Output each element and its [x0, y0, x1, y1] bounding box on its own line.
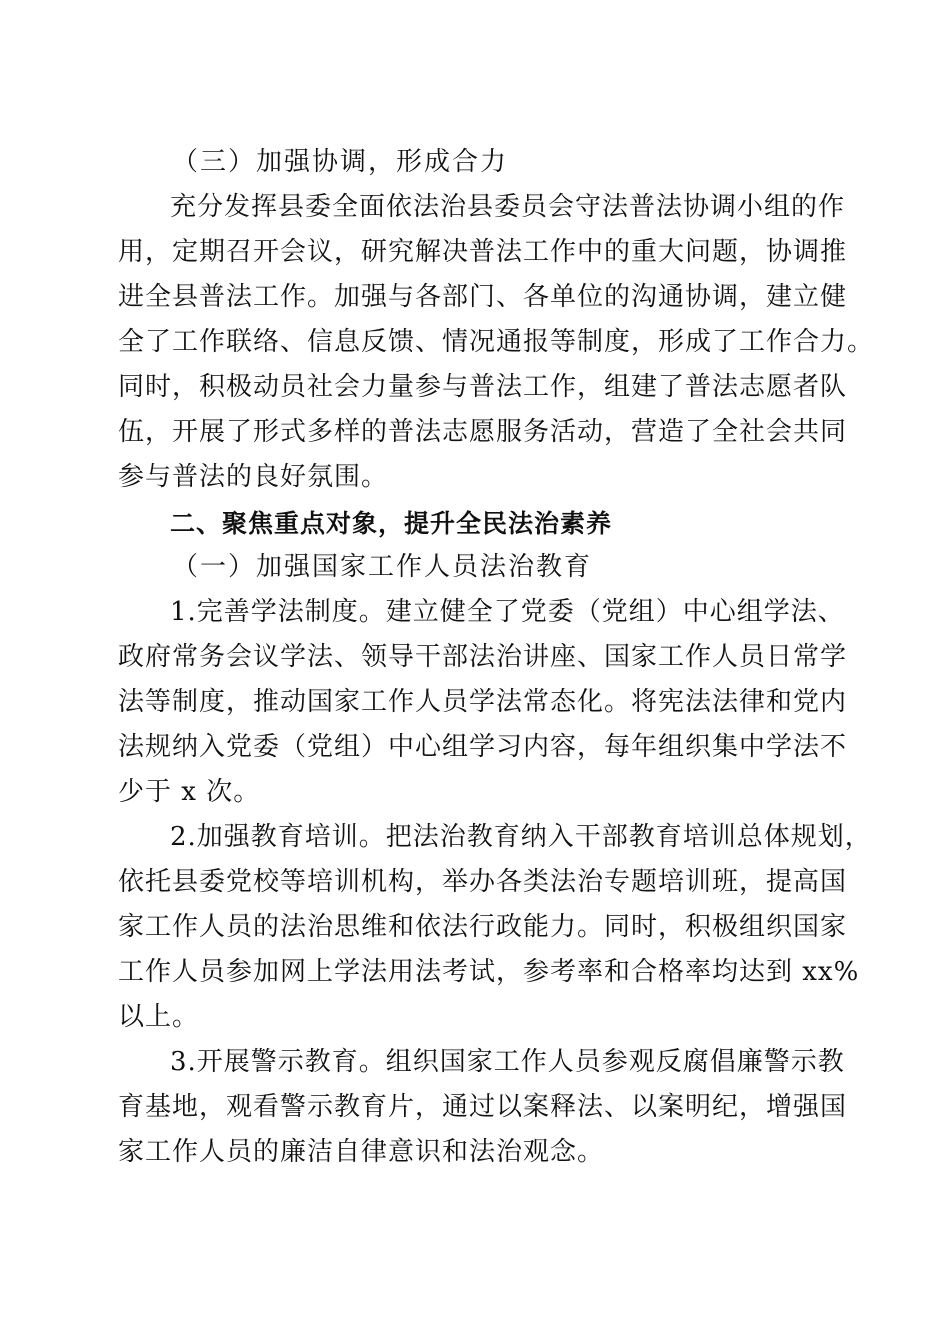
paragraph-line: 参与普法的良好氛围。	[118, 462, 389, 492]
subsection-one-heading: （一）加强国家工作人员法治教育	[172, 552, 593, 582]
paragraph-line: 法规纳入党委（党组）中心组学习内容，每年组织集中学法不	[118, 732, 848, 762]
paragraph-line: 政府常务会议学法、领导干部法治讲座、国家工作人员日常学	[118, 642, 848, 672]
part-two-heading: 二、聚焦重点对象，提升全民法治素养	[170, 509, 613, 538]
section-three-heading: （三）加强协调，形成合力	[172, 147, 509, 177]
paragraph-line: 工作人员参加网上学法用法考试，参考率和合格率均达到 xx%	[118, 957, 860, 987]
paragraph-line: 伍，开展了形式多样的普法志愿服务活动，营造了全社会共同	[118, 417, 848, 447]
paragraph-line: 充分发挥县委全面依法治县委员会守法普法协调小组的作	[170, 192, 846, 222]
paragraph-line: 家工作人员的廉洁自律意识和法治观念。	[118, 1137, 605, 1167]
paragraph-line: 2.加强教育培训。把法治教育纳入干部教育培训总体规划，	[170, 822, 872, 852]
paragraph-line: 3.开展警示教育。组织国家工作人员参观反腐倡廉警示教	[170, 1047, 845, 1077]
paragraph-line: 用，定期召开会议，研究解决普法工作中的重大问题，协调推	[118, 237, 848, 267]
paragraph-line: 全了工作联络、信息反馈、情况通报等制度，形成了工作合力。	[118, 327, 875, 357]
paragraph-line: 法等制度，推动国家工作人员学法常态化。将宪法法律和党内	[118, 687, 848, 717]
paragraph-line: 以上。	[118, 1002, 200, 1032]
paragraph-line: 家工作人员的法治思维和依法行政能力。同时，积极组织国家	[118, 912, 848, 942]
paragraph-line: 少于 x 次。	[118, 777, 261, 807]
paragraph-line: 1.完善学法制度。建立健全了党委（党组）中心组学法、	[170, 597, 845, 627]
paragraph-line: 依托县委党校等培训机构，举办各类法治专题培训班，提高国	[118, 867, 848, 897]
paragraph-line: 育基地，观看警示教育片，通过以案释法、以案明纪，增强国	[118, 1092, 848, 1122]
paragraph-line: 进全县普法工作。加强与各部门、各单位的沟通协调，建立健	[118, 282, 848, 312]
paragraph-line: 同时，积极动员社会力量参与普法工作，组建了普法志愿者队	[118, 372, 848, 402]
